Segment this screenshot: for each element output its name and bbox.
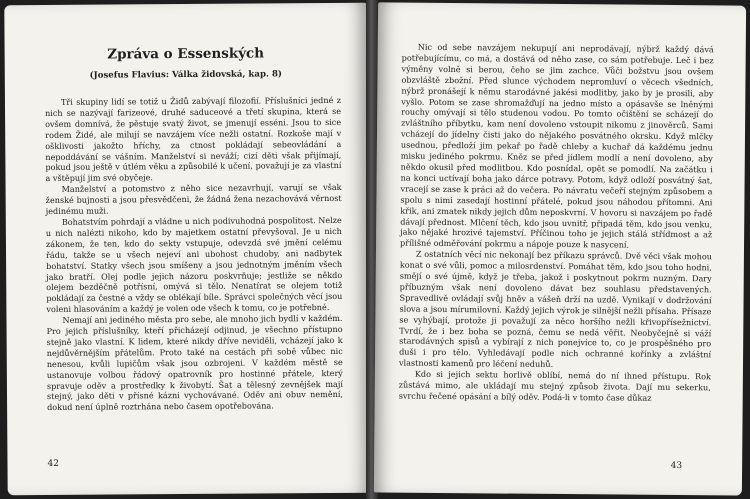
chapter-subtitle: (Josefus Flavius: Válka židovská, kap. 8) <box>89 69 283 81</box>
left-page <box>4 3 369 496</box>
paragraph: Nemají ani jediného města pro sebe, ale mnoho jich bydlí v každém. Pro jejich příslušníky, kteří přicházejí odjinud, je všechno přístupno stejně jako vlastní. K lidem, které nikdy dříve neviděli, vcházejí jako k nejdůvěrnějším přátelům. Proto také na cestách při sobě vůbec nic nenesou, kvůli lupičům však jsou ozbrojeni. V každém městě se ustanovuje volbou řádový opatrovník pro hostinné přátele, který spravuje oděv a prostředky k živobytí. Šat a tělesný zevnějšek mají stejný, jako děti v přísné kázni vychovávané. Oděv ani obuv nemění, dokud není úplně roztrhána nebo časem opotřebována. <box>46 313 344 413</box>
paragraph: Kdo si jejich sektu horlivě oblíbí, nemá do ní ihned přístupu. Rok zůstává mimo, ale ukládají mu stejný způsob života. Dají mu sekerku, svrchu řečené opásání a bílý oděv. Podá-li v tomto čase důkaz <box>398 368 711 403</box>
left-page-text <box>45 95 343 413</box>
paragraph: Tři skupiny lidí se totiž u Židů zabývají filozofií. Příslušníci jedné z nich se nazývají farizeové, druhé saduceové a třetí skupina, která se ovšem domnívá, že pěstuje svatý život, se jmenují esséni. Jsou to sice rodem Židé, ale milují se navzájem více nežli ostatní. Rozkoše mají v ošklivosti jakožto hříchy, za ctnost pokládají sebeovládání a nepoddávání se vášním. Manželství si neváží; cizí děti však přijímají, pokud jsou ještě v útlém věku a způsobilé k učení, považují je za vlastní a vštěpují jim své obyčeje. <box>45 94 342 184</box>
page-number: 42 <box>47 458 59 469</box>
paragraph: Z ostatních věcí nic nekonají bez příkazu správců. Dvě věci však mohou konat o své vůli, pomoc a milosrdenství. Pomáhat těm, kdo jsou toho hodni, smějí o své újmě, když je třeba, jakož i poskytnout pokrm nuzným. Dary příbuzným však není dovoleno dávat bez souhlasu představených. Spravedlivě ovládají svůj hněv a vášeň drží na uzdě. Vynikají v dodržování slova a jsou mírumilovní. Každý jejich výrok je silnější nežli přísaha. Přísaze se vyhýbají, protože ji považují za něco horšího nežli křivopřísežnictví. Tvrdí, že i bez boha se pozná, čemu se nedá věřit. Neobyčejně si váží starodávných spisů a vybírají z nich ponejvíce to, co je prospěšného pro duši i pro tělo. Vyhledávají podle nich ochranné kořínky a zvláštní vlastnosti kamenů pro léčení neduhů. <box>398 248 712 370</box>
right-page-text <box>399 42 714 405</box>
page-number: 43 <box>670 460 683 472</box>
paragraph: Bohatstvím pohrdají a vládne u nich podivuhodná pospolitost. Nelze u nich nalézti nikoho, kdo by majetkem ostatní převyšoval. Je u nich zákonem, že ten, kdo do sekty vstupuje, odevzdá své jmění celému řádu, takže se u všech nejeví ani ubohost chudoby, ani nadbytek bohatství. Statky všech jsou smíšeny a jsou jednotným jměním všech jako bratří. Olej podle jejich názoru poskvrňuje; jestliže se někdo olejem bezděčně potřísní, omývá si tělo. Nenatírat se olejem totiž pokládají za čestné a vždy se oblékají bíle. Správci společných věcí jsou voleni hlasováním a každý je volen ode všech k tomu, co je potřebné. <box>45 214 343 315</box>
right-page <box>374 2 746 495</box>
chapter-title: Zpráva o Essenských <box>107 45 265 63</box>
paragraph: Nic od sebe navzájem nekupují ani neprodávají, nýbrž každý dává potřebujícímu, co má, a dostává od něho zase, co sám potřebuje. Leč i bez výměny volně si berou, čeho se jim zachce. Vůči božstvu jsou ovšem obzvláště zbožní. Před slunce východem nepromluví o věcech všedních, nýbrž pronášejí k němu starodávné jakési modlitby, jako by je prosili, aby vyšlo. Potom se zase shromažďují na jedno místo a opásavše se lněnými rouchy omývají si tělo studenou vodou. Po tomto očištění se scházejí do zvláštního příbytku, kam není dovoleno vstoupit nikomu z jinověrců. Sami vcházejí do jídelny čisti jako do nějakého posvátného okrsku. Když mlčky usednou, předloží jim pekař po řadě chleby a kuchař dá každému jednu misku jediného pokrmu. Kněz se před jídlem modlí a není dovoleno, aby někdo okusil před modlitbou. Kdo posnídal, opět se pomodlí. Na začátku i na konci uctívají boha jako dárce potravy. Potom, když odloží posvátný šat, vracejí se zase k práci až do večera. Po návratu večeří stejným způsobem a spolu s nimi zasedají hostinní přátelé, pokud jsou náhodou přítomni. Ani křik, ani zmatek nikdy jejich dům neposkvrní. V hovoru si navzájem po řadě dávají přednost. Mlčení těch, kdo jsou uvnitř, připadá těm, kdo jsou venku, jako nějaké hrozivé tajemství. Příčinou toho je jejich stálá střídmost a až přílišné odměřování pokrmu a nápoje pouze k nasycení. <box>400 41 714 250</box>
paragraph: Manželství a potomstvo z něho sice nezavrhují, varují se však ženské bujnosti a jsou přesvědčeni, že žádná žena nezachovává věrnost jedinému muži. <box>45 182 342 217</box>
